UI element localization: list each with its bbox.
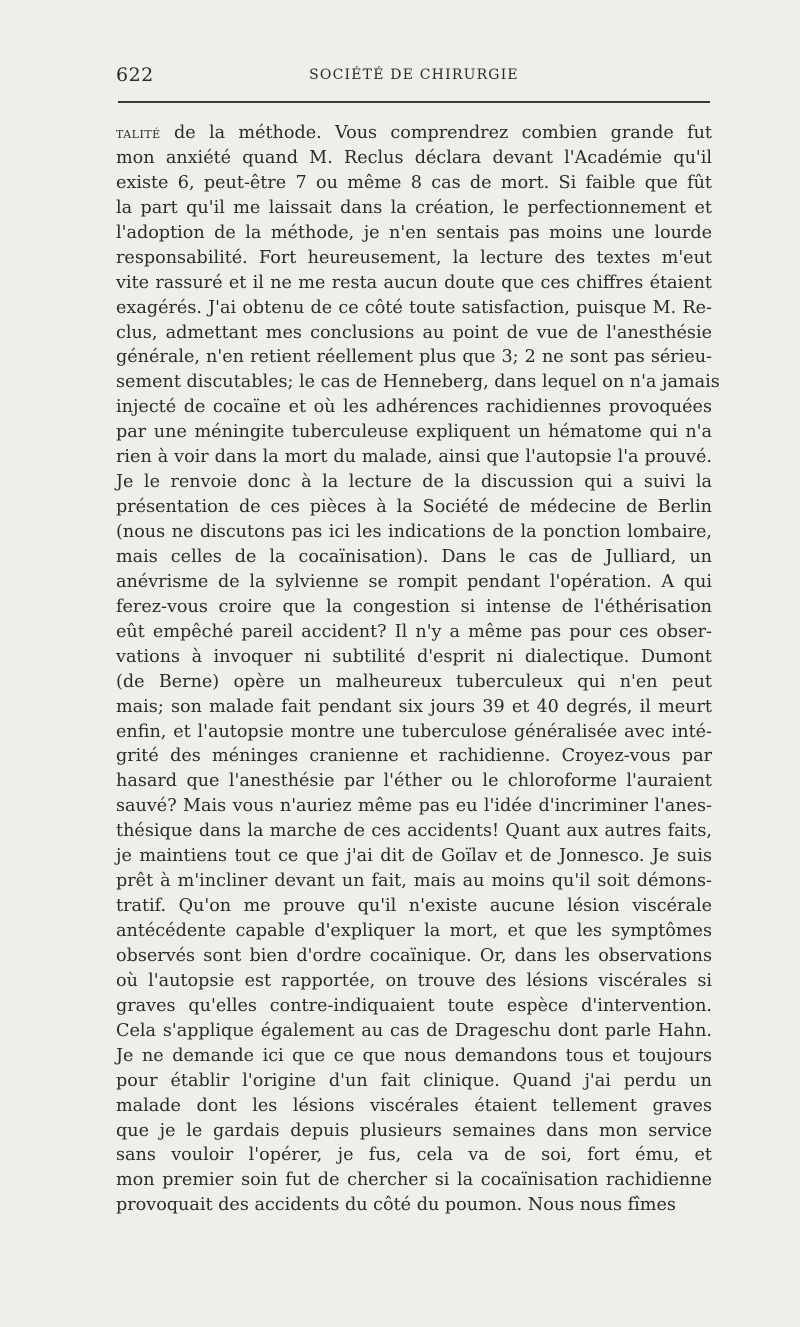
text-line: anévrisme de la sylvienne se rompit pendant l'opération. A qui bbox=[116, 571, 712, 592]
text-line: existe 6, peut-être 7 ou même 8 cas de mort. Si faible que fût bbox=[116, 172, 712, 193]
text-line: eût empêché pareil accident? Il n'y a même pas pour ces obser- bbox=[116, 621, 712, 642]
header-rule bbox=[118, 101, 710, 103]
text-line: mais; son malade fait pendant six jours 39 et 40 degrés, il meurt bbox=[116, 696, 712, 717]
text-line: observés sont bien d'ordre cocaïnique. Or, dans les observations bbox=[116, 945, 712, 966]
line-text: de la méthode. Vous comprendrez combien grande fut bbox=[160, 123, 712, 143]
text-line: tratif. Qu'on me prouve qu'il n'existe aucune lésion viscérale bbox=[116, 896, 712, 917]
continued-word: talité bbox=[116, 124, 161, 142]
text-line: clus, admettant mes conclusions au point de vue de l'anesthésie bbox=[116, 322, 712, 343]
text-line: sement discutables; le cas de Henneberg, dans lequel on n'a jamais bbox=[116, 372, 720, 393]
running-title: SOCIÉTÉ DE CHIRURGIE bbox=[309, 67, 519, 83]
text-line: mon anxiété quand M. Reclus déclara devant l'Académie qu'il bbox=[116, 147, 712, 168]
text-line: hasard que l'anesthésie par l'éther ou le chloroforme l'auraient bbox=[116, 771, 712, 792]
text-line: responsabilité. Fort heureusement, la lecture des textes m'eut bbox=[116, 247, 712, 268]
text-line: mon premier soin fut de chercher si la cocaïnisation rachidienne bbox=[116, 1170, 712, 1191]
text-line: sauvé? Mais vous n'auriez même pas eu l'idée d'incriminer l'anes- bbox=[116, 796, 712, 817]
text-line: vations à invoquer ni subtilité d'esprit ni dialectique. Dumont bbox=[116, 646, 712, 667]
text-line: thésique dans la marche de ces accidents! Quant aux autres faits, bbox=[116, 821, 712, 842]
text-line: graves qu'elles contre-indiquaient toute espèce d'intervention. bbox=[116, 995, 712, 1016]
text-line: Je le renvoie donc à la lecture de la discussion qui a suivi la bbox=[116, 472, 712, 493]
body-text bbox=[116, 121, 720, 1218]
text-line bbox=[116, 121, 712, 146]
text-line: Cela s'applique également au cas de Drageschu dont parle Hahn. bbox=[116, 1020, 712, 1041]
text-line: la part qu'il me laissait dans la création, le perfectionnement et bbox=[116, 197, 712, 218]
text-line: rien à voir dans la mort du malade, ainsi que l'autopsie l'a prouvé. bbox=[116, 447, 712, 468]
text-line: l'adoption de la méthode, je n'en sentais pas moins une lourde bbox=[116, 222, 712, 243]
text-line: enfin, et l'autopsie montre une tuberculose généralisée avec inté- bbox=[116, 721, 712, 742]
text-line: (nous ne discutons pas ici les indications de la ponction lombaire, bbox=[116, 522, 712, 542]
text-line: je maintiens tout ce que j'ai dit de Goïlav et de Jonnesco. Je suis bbox=[116, 846, 712, 867]
page-header bbox=[116, 64, 712, 90]
text-line: présentation de ces pièces à la Société de médecine de Berlin bbox=[116, 497, 712, 518]
text-line: exagérés. J'ai obtenu de ce côté toute satisfaction, puisque M. Re- bbox=[116, 297, 712, 318]
page-number: 622 bbox=[116, 64, 154, 86]
text-line: provoquait des accidents du côté du poumon. Nous nous fîmes bbox=[116, 1195, 676, 1216]
text-line: antécédente capable d'expliquer la mort, et que les symptômes bbox=[116, 921, 712, 941]
text-line: générale, n'en retient réellement plus que 3; 2 ne sont pas sérieu- bbox=[116, 347, 712, 368]
text-line: par une méningite tuberculeuse expliquent un hématome qui n'a bbox=[116, 422, 712, 443]
text-line: que je le gardais depuis plusieurs semaines dans mon service bbox=[116, 1120, 712, 1141]
text-line: mais celles de la cocaïnisation). Dans le cas de Julliard, un bbox=[116, 546, 712, 567]
text-line: injecté de cocaïne et où les adhérences rachidiennes provoquées bbox=[116, 397, 712, 418]
text-line: vite rassuré et il ne me resta aucun doute que ces chiffres étaient bbox=[116, 272, 712, 293]
text-line: grité des méninges cranienne et rachidienne. Croyez-vous par bbox=[116, 746, 712, 767]
text-line: pour établir l'origine d'un fait clinique. Quand j'ai perdu un bbox=[116, 1070, 712, 1091]
text-line: (de Berne) opère un malheureux tuberculeux qui n'en peut bbox=[116, 671, 712, 692]
text-line: prêt à m'incliner devant un fait, mais au moins qu'il soit démons- bbox=[116, 871, 712, 892]
text-line: ferez-vous croire que la congestion si intense de l'éthérisation bbox=[116, 596, 712, 617]
text-line: où l'autopsie est rapportée, on trouve des lésions viscérales si bbox=[116, 970, 712, 991]
text-line: Je ne demande ici que ce que nous demandons tous et toujours bbox=[116, 1045, 712, 1066]
text-line: sans vouloir l'opérer, je fus, cela va de soi, fort ému, et bbox=[116, 1145, 712, 1166]
text-line: malade dont les lésions viscérales étaient tellement graves bbox=[116, 1095, 712, 1116]
